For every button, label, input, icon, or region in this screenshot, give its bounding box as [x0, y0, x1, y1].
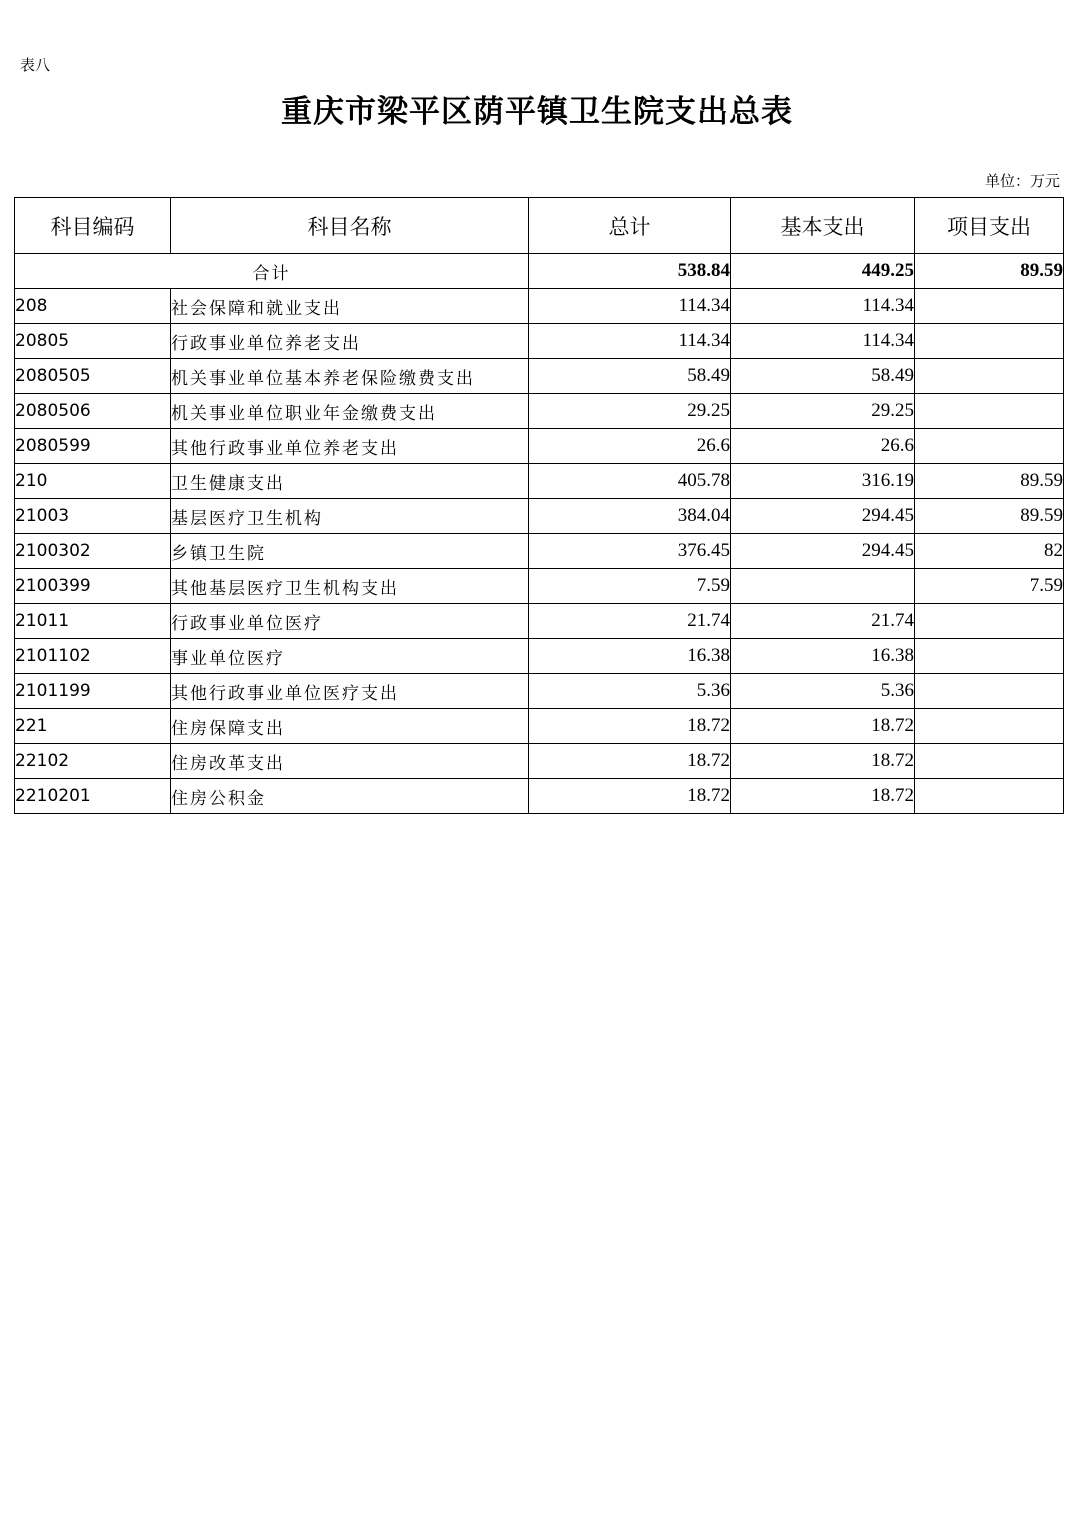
- cell-code: 22102: [15, 744, 171, 779]
- table-row: [15, 569, 1064, 604]
- cell-name: 社会保障和就业支出: [171, 289, 529, 324]
- cell-code: 2080599: [15, 429, 171, 464]
- expenditure-table: [14, 197, 1064, 814]
- cell-basic: 114.34: [731, 324, 915, 359]
- table-row: [15, 324, 1064, 359]
- cell-name: 其他基层医疗卫生机构支出: [171, 569, 529, 604]
- cell-total: 384.04: [529, 499, 731, 534]
- cell-total: 5.36: [529, 674, 731, 709]
- cell-code: 20805: [15, 324, 171, 359]
- header-name: 科目名称: [171, 198, 529, 254]
- cell-code: 2210201: [15, 779, 171, 814]
- total-basic: 449.25: [731, 254, 915, 289]
- cell-project: [915, 394, 1064, 429]
- cell-project: [915, 744, 1064, 779]
- cell-code: 2080505: [15, 359, 171, 394]
- table-row: [15, 499, 1064, 534]
- cell-name: 其他行政事业单位养老支出: [171, 429, 529, 464]
- cell-code: 21011: [15, 604, 171, 639]
- table-row: [15, 639, 1064, 674]
- cell-basic: 5.36: [731, 674, 915, 709]
- cell-total: 26.6: [529, 429, 731, 464]
- cell-code: 2100302: [15, 534, 171, 569]
- cell-project: [915, 289, 1064, 324]
- cell-project: [915, 674, 1064, 709]
- cell-project: 89.59: [915, 464, 1064, 499]
- total-label: 合计: [15, 254, 529, 289]
- table-row: [15, 604, 1064, 639]
- cell-total: 18.72: [529, 709, 731, 744]
- cell-total: 405.78: [529, 464, 731, 499]
- cell-basic: 29.25: [731, 394, 915, 429]
- cell-total: 16.38: [529, 639, 731, 674]
- cell-basic: 26.6: [731, 429, 915, 464]
- cell-basic: [731, 569, 915, 604]
- cell-name: 乡镇卫生院: [171, 534, 529, 569]
- table-row: [15, 779, 1064, 814]
- cell-basic: 316.19: [731, 464, 915, 499]
- total-sum: 538.84: [529, 254, 731, 289]
- cell-total: 18.72: [529, 744, 731, 779]
- cell-name: 事业单位医疗: [171, 639, 529, 674]
- cell-basic: 114.34: [731, 289, 915, 324]
- cell-name: 卫生健康支出: [171, 464, 529, 499]
- total-row: [15, 254, 1064, 289]
- table-row: [15, 534, 1064, 569]
- cell-total: 58.49: [529, 359, 731, 394]
- table-number: 表八: [20, 56, 51, 74]
- cell-basic: 58.49: [731, 359, 915, 394]
- cell-code: 2101199: [15, 674, 171, 709]
- total-project: 89.59: [915, 254, 1064, 289]
- cell-total: 29.25: [529, 394, 731, 429]
- cell-total: 114.34: [529, 324, 731, 359]
- cell-project: [915, 429, 1064, 464]
- cell-project: [915, 779, 1064, 814]
- cell-project: [915, 604, 1064, 639]
- cell-total: 18.72: [529, 779, 731, 814]
- table-row: [15, 359, 1064, 394]
- cell-name: 机关事业单位职业年金缴费支出: [171, 394, 529, 429]
- cell-basic: 18.72: [731, 779, 915, 814]
- cell-project: 7.59: [915, 569, 1064, 604]
- header-row: [15, 198, 1064, 254]
- table-row: [15, 429, 1064, 464]
- cell-project: [915, 639, 1064, 674]
- table-row: [15, 709, 1064, 744]
- cell-code: 21003: [15, 499, 171, 534]
- cell-code: 210: [15, 464, 171, 499]
- header-total: 总计: [529, 198, 731, 254]
- page-title: 重庆市梁平区荫平镇卫生院支出总表: [281, 94, 793, 130]
- cell-total: 21.74: [529, 604, 731, 639]
- cell-total: 114.34: [529, 289, 731, 324]
- cell-name: 机关事业单位基本养老保险缴费支出: [171, 359, 529, 394]
- cell-basic: 16.38: [731, 639, 915, 674]
- table-row: [15, 674, 1064, 709]
- cell-name: 行政事业单位医疗: [171, 604, 529, 639]
- cell-project: 89.59: [915, 499, 1064, 534]
- cell-project: [915, 324, 1064, 359]
- cell-basic: 18.72: [731, 709, 915, 744]
- header-code: 科目编码: [15, 198, 171, 254]
- cell-code: 2080506: [15, 394, 171, 429]
- cell-code: 2100399: [15, 569, 171, 604]
- cell-name: 基层医疗卫生机构: [171, 499, 529, 534]
- header-basic: 基本支出: [731, 198, 915, 254]
- cell-code: 208: [15, 289, 171, 324]
- cell-name: 住房保障支出: [171, 709, 529, 744]
- table-row: [15, 464, 1064, 499]
- cell-name: 其他行政事业单位医疗支出: [171, 674, 529, 709]
- cell-project: [915, 359, 1064, 394]
- header-project: 项目支出: [915, 198, 1064, 254]
- cell-total: 376.45: [529, 534, 731, 569]
- cell-basic: 294.45: [731, 534, 915, 569]
- cell-basic: 294.45: [731, 499, 915, 534]
- table-row: [15, 289, 1064, 324]
- cell-name: 住房公积金: [171, 779, 529, 814]
- cell-name: 行政事业单位养老支出: [171, 324, 529, 359]
- cell-project: 82: [915, 534, 1064, 569]
- cell-code: 221: [15, 709, 171, 744]
- cell-total: 7.59: [529, 569, 731, 604]
- cell-basic: 18.72: [731, 744, 915, 779]
- cell-basic: 21.74: [731, 604, 915, 639]
- table-row: [15, 744, 1064, 779]
- cell-code: 2101102: [15, 639, 171, 674]
- cell-project: [915, 709, 1064, 744]
- table-row: [15, 394, 1064, 429]
- cell-name: 住房改革支出: [171, 744, 529, 779]
- unit-label: 单位：万元: [984, 172, 1060, 190]
